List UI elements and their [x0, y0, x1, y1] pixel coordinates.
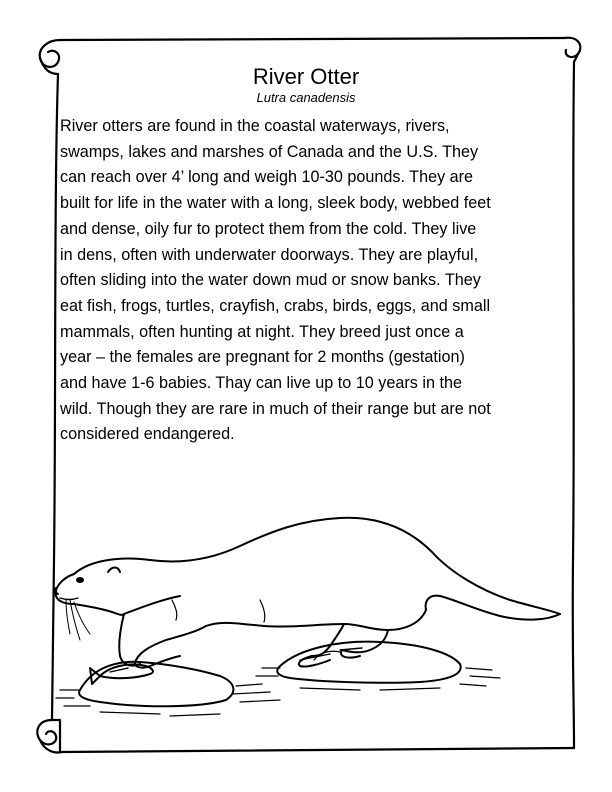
text-line: swamps, lakes and marshes of Canada and the U.S. They — [60, 142, 479, 161]
text-line: eat fish, frogs, turtles, crayfish, crabs, birds, eggs, and small — [60, 296, 491, 315]
otter-front-leg — [135, 626, 206, 668]
page-title: River Otter — [252, 64, 360, 89]
otter-eye — [77, 578, 83, 582]
otter-head — [56, 574, 180, 615]
text-line: built for life in the water with a long, sleek body, webbed feet — [60, 194, 491, 213]
text-line: wild. Though they are rare in much of their range but are not — [60, 399, 491, 418]
text-line: year – the females are pregnant for 2 months (gestation) — [60, 348, 465, 367]
scientific-name: Lutra canadensis — [256, 90, 356, 105]
text-line: and have 1-6 babies. Thay can live up to 10 years in the — [60, 374, 462, 393]
otter-back — [74, 518, 560, 614]
otter-belly — [206, 610, 426, 630]
rock-left — [79, 662, 233, 706]
text-line: often sliding into the water down mud or snow banks. They — [60, 271, 481, 290]
otter-ear — [108, 568, 120, 573]
text-line: River otters are found in the coastal waterways, rivers, — [60, 117, 450, 135]
rock-right — [277, 642, 460, 683]
text-line: considered endangered. — [60, 425, 235, 444]
text-line: and dense, oily fur to protect them from the cold. They live — [60, 219, 477, 238]
text-line: can reach over 4’ long and weigh 10-30 pounds. They are — [60, 168, 474, 187]
text-line: mammals, often hunting at night. They breed just once a — [60, 322, 464, 341]
text-line: in dens, often with underwater doorways. They are playful, — [60, 245, 479, 264]
